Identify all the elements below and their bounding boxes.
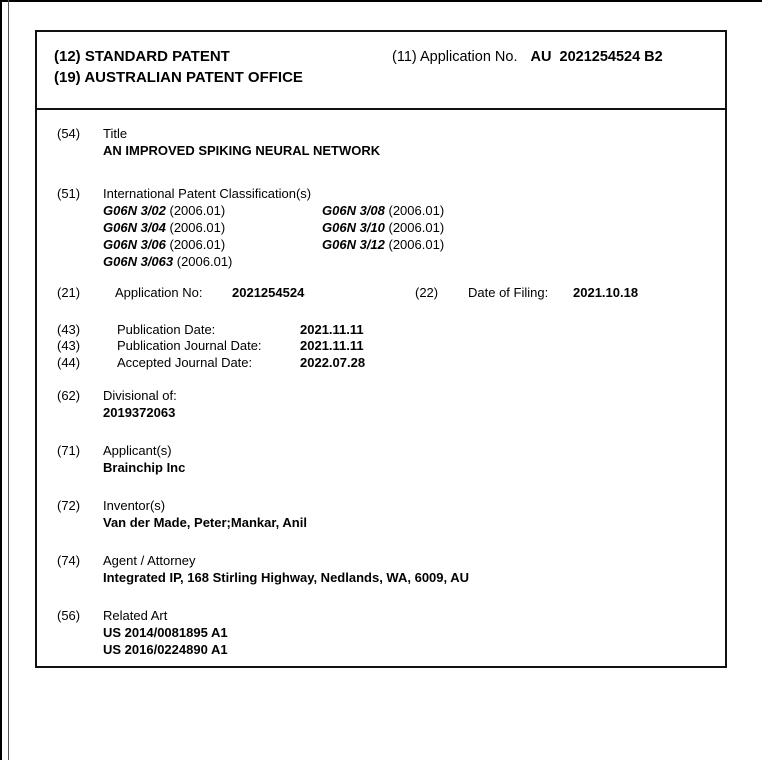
field-code-11: (11) (392, 49, 417, 65)
ipc-version: (2006.01) (169, 237, 226, 252)
application-no-label: Application No: (115, 285, 203, 300)
field-code-72: (72) (57, 498, 81, 513)
ipc-version: (2006.01) (388, 203, 445, 218)
ipc-code: G06N 3/12 (322, 237, 385, 252)
ipc-row (103, 202, 445, 219)
ipc-row (103, 219, 445, 236)
applicant-value: Brainchip Inc (103, 460, 186, 475)
ipc-version: (2006.01) (388, 220, 445, 235)
publication-journal-date-row (37, 337, 725, 354)
scan-edge-left-bar (0, 0, 2, 760)
field-code-56: (56) (57, 608, 81, 623)
title-value: AN IMPROVED SPIKING NEURAL NETWORK (103, 143, 381, 158)
application-number-line (392, 48, 663, 66)
accepted-journal-date-value: 2022.07.28 (300, 355, 366, 370)
ipc-row (103, 253, 311, 270)
accepted-journal-date-label: Accepted Journal Date: (117, 355, 253, 370)
field-code-43: (43) (57, 322, 81, 337)
agent-value: Integrated IP, 168 Stirling Highway, Nedlands, WA, 6009, AU (103, 570, 470, 585)
field-code-21: (21) (57, 285, 81, 300)
ipc-code: G06N 3/06 (103, 237, 166, 252)
field-code-74: (74) (57, 553, 81, 568)
ipc-version: (2006.01) (169, 203, 226, 218)
ipc-code: G06N 3/02 (103, 203, 166, 218)
applicant-label: Applicant(s) (103, 443, 172, 458)
field-code-44: (44) (57, 355, 81, 370)
field-code-71: (71) (57, 443, 81, 458)
ipc-list (103, 185, 445, 270)
ipc-label: International Patent Classification(s) (103, 186, 312, 201)
related-art-label: Related Art (103, 608, 168, 623)
scan-edge-gray-line (8, 0, 9, 760)
field-code-43: (43) (57, 338, 81, 353)
scan-edge-top-line (0, 0, 762, 2)
office-label: AUSTRALIAN PATENT OFFICE (84, 69, 303, 86)
field-code-54: (54) (57, 126, 81, 141)
publication-date-value: 2021.11.11 (300, 322, 364, 337)
ipc-code: G06N 3/08 (322, 203, 385, 218)
agent-label: Agent / Attorney (103, 553, 196, 568)
title-label: Title (103, 126, 128, 141)
inventor-label: Inventor(s) (103, 498, 166, 513)
ipc-version: (2006.01) (169, 220, 226, 235)
application-no-value: 2021254524 (232, 285, 305, 300)
application-number-value: AU 2021254524 B2 (530, 49, 663, 65)
related-art-item: US 2014/0081895 A1 (103, 625, 228, 640)
doc-type-label: STANDARD PATENT (84, 48, 230, 65)
related-art-item: US 2016/0224890 A1 (103, 642, 228, 657)
filing-date-value: 2021.10.18 (573, 285, 639, 300)
header-divider (37, 108, 725, 110)
field-code-62: (62) (57, 388, 81, 403)
filing-date-label: Date of Filing: (468, 285, 549, 300)
ipc-code: G06N 3/10 (322, 220, 385, 235)
office-line (54, 69, 303, 87)
field-code-51: (51) (57, 186, 81, 201)
ipc-row (103, 236, 445, 253)
document-frame (35, 30, 727, 668)
field-code-22: (22) (415, 285, 439, 300)
ipc-version: (2006.01) (388, 237, 445, 252)
field-code-12: (12) (54, 48, 81, 65)
ipc-version: (2006.01) (176, 254, 233, 269)
divisional-label: Divisional of: (103, 388, 177, 403)
doc-type-line (54, 48, 230, 66)
publication-journal-date-label: Publication Journal Date: (117, 338, 262, 353)
application-number-label: Application No. (419, 49, 518, 65)
field-code-19: (19) (54, 69, 81, 86)
ipc-code: G06N 3/04 (103, 220, 166, 235)
publication-date-label: Publication Date: (117, 322, 216, 337)
section-21-22-application (37, 284, 725, 301)
divisional-value: 2019372063 (103, 405, 176, 420)
publication-date-row (37, 321, 725, 338)
publication-journal-date-value: 2021.11.11 (300, 338, 364, 353)
inventor-value: Van der Made, Peter;Mankar, Anil (103, 515, 307, 530)
ipc-code: G06N 3/063 (103, 254, 174, 269)
accepted-journal-date-row (37, 354, 725, 371)
